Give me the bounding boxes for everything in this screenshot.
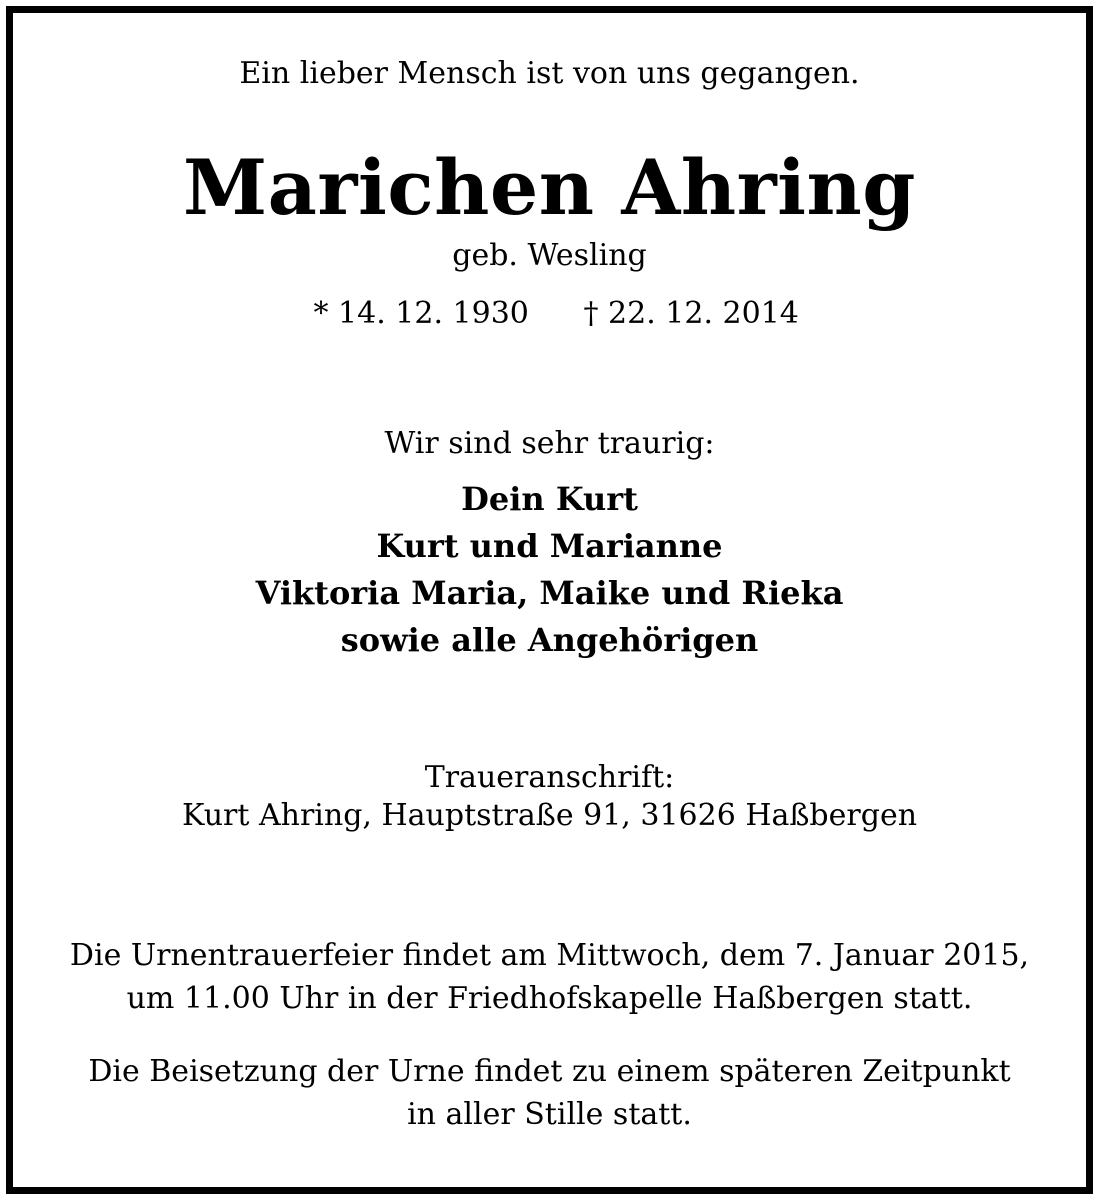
- ceremony-info: [0, 934, 1099, 1020]
- ceremony-line: um 11.00 Uhr in der Friedhofskapelle Haßbergen statt.: [126, 981, 973, 1016]
- birth-date: * 14. 12. 1930: [313, 296, 529, 331]
- ceremony-line: Die Urnentrauerfeier findet am Mittwoch, dem 7. Januar 2015,: [69, 938, 1030, 973]
- burial-line: Die Beisetzung der Urne findet zu einem späteren Zeitpunkt: [88, 1054, 1011, 1089]
- address-label: Traueranschrift:: [424, 760, 675, 795]
- mourning-address: Kurt Ahring, Hauptstraße 91, 31626 Haßbergen: [181, 798, 918, 833]
- intro-line: Ein lieber Mensch ist von uns gegangen.: [239, 56, 860, 91]
- deceased-name: Marichen Ahring: [183, 143, 916, 232]
- grief-line: Wir sind sehr traurig:: [384, 426, 715, 461]
- mourner-line: Dein Kurt: [461, 480, 638, 518]
- death-date: † 22. 12. 2014: [583, 296, 799, 331]
- maiden-name: geb. Wesling: [452, 238, 647, 273]
- burial-line: in aller Stille statt.: [407, 1097, 692, 1132]
- mourner-line: Kurt und Marianne: [376, 527, 723, 565]
- mourners-list: [0, 476, 1099, 664]
- burial-info: [0, 1050, 1099, 1136]
- mourner-line: sowie alle Angehörigen: [340, 621, 759, 659]
- life-dates: [0, 292, 1099, 336]
- mourner-line: Viktoria Maria, Maike und Rieka: [255, 574, 844, 612]
